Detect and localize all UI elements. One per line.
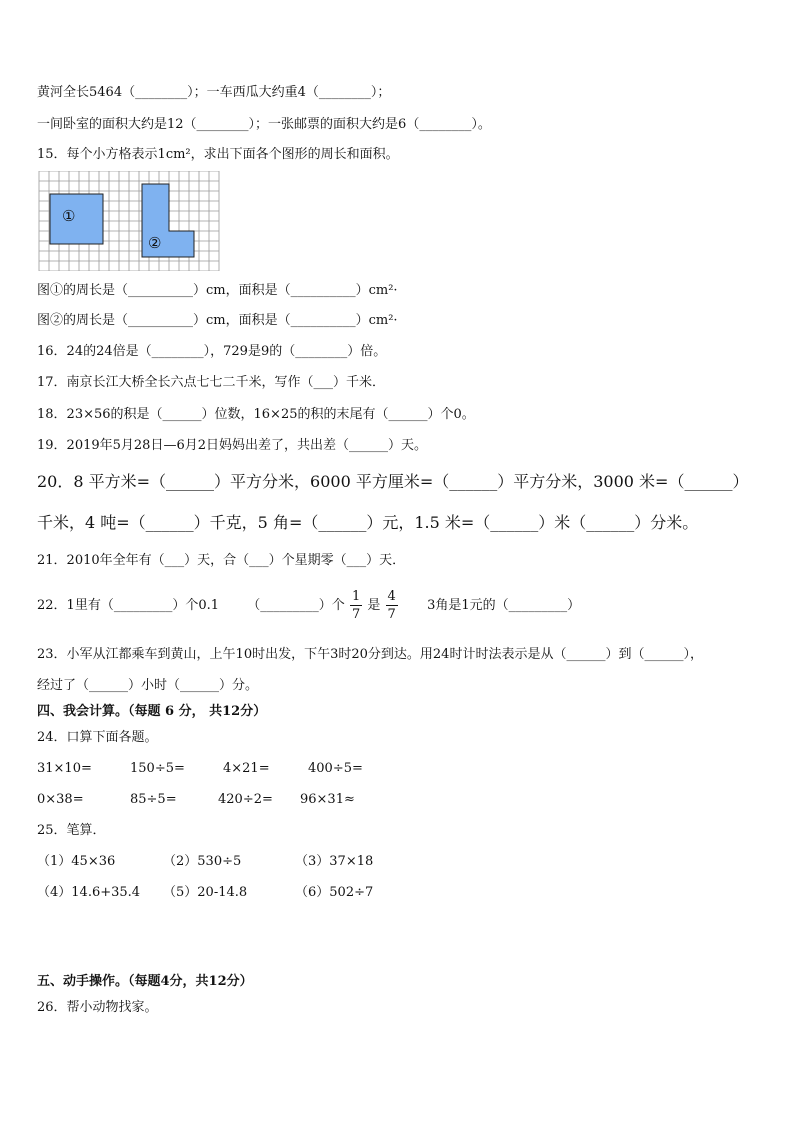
mental-math-row-2 <box>37 793 355 806</box>
mental-math-row-1 <box>37 762 363 775</box>
mental-math-item: 400÷5= <box>308 761 363 776</box>
written-calc-row-2 <box>37 886 373 899</box>
question-22-is: 是 <box>367 598 381 613</box>
section-4-heading: 四、我会计算。（每题 6 分， 共12分） <box>37 704 267 719</box>
written-calc-item: （5）20-14.8 <box>163 885 248 900</box>
question-17: 17．南京长江大桥全长六点七七二千米，写作（___）千米． <box>37 375 386 390</box>
mental-math-item: 150÷5= <box>130 761 185 776</box>
fill-blank-line-1: 黄河全长5464（________）；一车西瓜大约重4（________）； <box>37 85 391 100</box>
question-23-line-1: 23．小军从江都乘车到黄山，上午10时出发，下午3时20分到达。用24时计时法表示是从（______）到（______）， <box>37 647 703 662</box>
question-21: 21．2010年全年有（___）天，合（___）个星期零（___）天． <box>37 553 406 568</box>
question-16: 16．24的24倍是（________），729是9的（________）倍。 <box>37 344 387 359</box>
written-calc-item: （4）14.6+35.4 <box>37 885 141 900</box>
question-22-part-3: 3角是1元的（_________） <box>427 598 581 613</box>
written-calc-item: （1）45×36 <box>37 854 116 869</box>
fill-blank-line-2: 一间卧室的面积大约是12（________）；一张邮票的面积大约是6（________）。 <box>37 117 491 132</box>
question-18: 18．23×56的积是（______）位数，16×25的积的末尾有（______）个0。 <box>37 407 475 422</box>
question-22 <box>37 590 580 621</box>
question-26: 26．帮小动物找家。 <box>37 1000 158 1015</box>
question-15-fig1: 图①的周长是（__________）cm，面积是（__________）cm²· <box>37 283 398 298</box>
mental-math-item: 0×38= <box>37 792 84 807</box>
fraction-numerator: 4 <box>387 589 396 604</box>
fraction-denominator: 7 <box>351 607 361 622</box>
fraction-numerator: 1 <box>351 589 361 604</box>
fraction-one-seventh <box>350 590 362 621</box>
written-calc-row-1 <box>37 855 373 868</box>
question-23-line-2: 经过了（______）小时（______）分。 <box>37 678 259 693</box>
mental-math-item: 96×31≈ <box>300 792 355 807</box>
mental-math-item: 31×10= <box>37 761 92 776</box>
question-19: 19．2019年5月28日—6月2日妈妈出差了，共出差（______）天。 <box>37 438 427 453</box>
mental-math-item: 420÷2= <box>218 792 273 807</box>
question-25: 25．笔算． <box>37 823 106 838</box>
question-22-part-2: （_________）个 <box>247 598 345 613</box>
section-5-heading: 五、动手操作。（每题4分，共12分） <box>37 974 253 989</box>
fraction-denominator: 7 <box>387 607 396 622</box>
grid-figure <box>38 171 220 271</box>
question-20-line-1: 20．8 平方米=（______）平方分米，6000 平方厘米=（______）平方分米，3000 米=（______） <box>37 472 749 491</box>
figure-1-label: ① <box>62 207 76 225</box>
question-20-line-2: 千米，4 吨=（______）千克，5 角=（______）元，1.5 米=（______）米（______）分米。 <box>37 513 699 532</box>
written-calc-item: （2）530÷5 <box>163 854 242 869</box>
figure-1-square <box>50 194 103 244</box>
question-24: 24．口算下面各题。 <box>37 730 158 745</box>
mental-math-item: 85÷5= <box>130 792 177 807</box>
written-calc-item: （3）37×18 <box>295 854 374 869</box>
question-15-fig2: 图②的周长是（__________）cm，面积是（__________）cm²· <box>37 313 398 328</box>
written-calc-item: （6）502÷7 <box>295 885 374 900</box>
mental-math-item: 4×21= <box>223 761 270 776</box>
figure-2-label: ② <box>148 234 162 252</box>
fraction-four-sevenths <box>386 590 398 621</box>
question-15: 15．每个小方格表示1cm²，求出下面各个图形的周长和面积。 <box>37 147 399 162</box>
question-22-part-1: 22．1里有（_________）个0.1 <box>37 598 219 613</box>
